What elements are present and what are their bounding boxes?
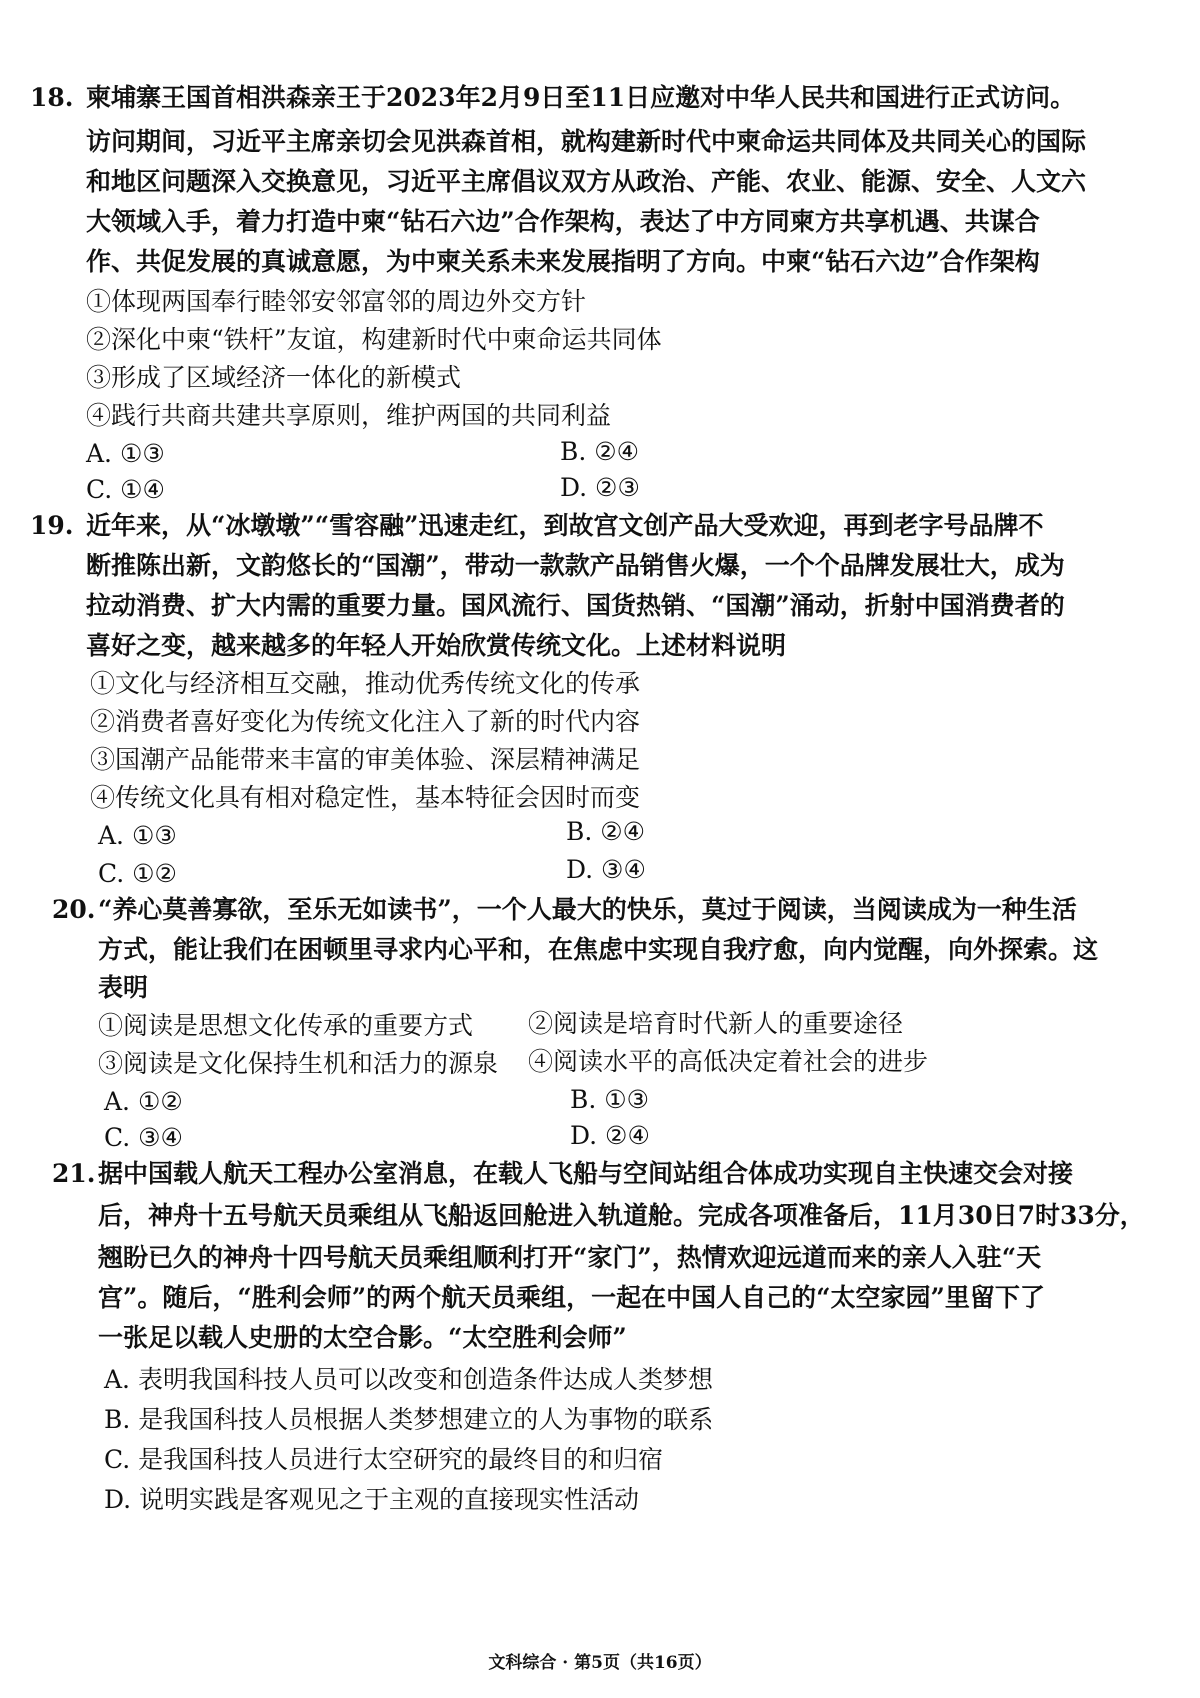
question-stem-line: 一张足以载人史册的太空合影。“太空胜利会师” xyxy=(98,1323,627,1352)
question-number: 19. xyxy=(30,511,74,540)
question-stem-line: “养心莫善寡欲，至乐无如读书”，一个人最大的快乐，莫过于阅读，当阅读成为一种生活 xyxy=(98,895,1077,924)
statement-item: ③国潮产品能带来丰富的审美体验、深层精神满足 xyxy=(90,745,641,774)
question-stem-line: 表明 xyxy=(98,973,149,1002)
statement-item: ②阅读是培育时代新人的重要途径 xyxy=(528,1009,904,1038)
option-d: D. 说明实践是客观见之于主观的直接现实性活动 xyxy=(104,1485,640,1514)
option-c: C. 是我国科技人员进行太空研究的最终目的和归宿 xyxy=(104,1445,664,1474)
statement-item: ①文化与经济相互交融，推动优秀传统文化的传承 xyxy=(90,669,641,698)
question-stem-line: 访问期间，习近平主席亲切会见洪森首相，就构建新时代中柬命运共同体及共同关心的国际 xyxy=(86,127,1087,156)
option-a: A. 表明我国科技人员可以改变和创造条件达成人类梦想 xyxy=(104,1365,713,1394)
option-b: B. 是我国科技人员根据人类梦想建立的人为事物的联系 xyxy=(104,1405,714,1434)
option-d: D. ③④ xyxy=(566,855,646,884)
statement-item: ①体现两国奉行睦邻安邻富邻的周边外交方针 xyxy=(86,287,587,316)
question-stem-line: 据中国载人航天工程办公室消息，在载人飞船与空间站组合体成功实现自主快速交会对接 xyxy=(98,1159,1074,1188)
option-a: A. ①② xyxy=(104,1087,183,1116)
page-footer: 文科综合 · 第5页（共16页） xyxy=(488,1653,712,1673)
question-stem-line: 断推陈出新，文韵悠长的“国潮”，带动一款款产品销售火爆，一个个品牌发展壮大，成为 xyxy=(86,551,1065,580)
statement-item: ④传统文化具有相对稳定性，基本特征会因时而变 xyxy=(90,783,641,812)
option-b: B. ②④ xyxy=(566,817,646,846)
question-number: 18. xyxy=(30,83,74,112)
option-c: C. ③④ xyxy=(104,1123,183,1152)
option-c: C. ①② xyxy=(98,859,177,888)
question-stem-line: 大领域入手，着力打造中柬“钻石六边”合作架构，表达了中方同柬方共享机遇、共谋合 xyxy=(86,207,1040,236)
question-stem-line: 方式，能让我们在困顿里寻求内心平和，在焦虑中实现自我疗愈，向内觉醒，向外探索。这 xyxy=(98,935,1099,964)
statement-item: ④阅读水平的高低决定着社会的进步 xyxy=(528,1047,929,1076)
option-d: D. ②③ xyxy=(560,473,640,502)
statement-item: ①阅读是思想文化传承的重要方式 xyxy=(98,1011,474,1040)
option-a: A. ①③ xyxy=(98,821,177,850)
question-number: 21. xyxy=(52,1159,96,1188)
statement-item: ②消费者喜好变化为传统文化注入了新的时代内容 xyxy=(90,707,641,736)
question-stem-line: 作、共促发展的真诚意愿，为中柬关系未来发展指明了方向。中柬“钻石六边”合作架构 xyxy=(86,247,1040,276)
option-d: D. ②④ xyxy=(570,1121,650,1150)
question-stem-line: 喜好之变，越来越多的年轻人开始欣赏传统文化。上述材料说明 xyxy=(86,631,787,660)
question-stem-line: 翘盼已久的神舟十四号航天员乘组顺利打开“家门”，热情欢迎远道而来的亲人入驻“天 xyxy=(98,1243,1042,1272)
statement-item: ②深化中柬“铁杆”友谊，构建新时代中柬命运共同体 xyxy=(86,325,662,354)
question-stem-line: 柬埔寨王国首相洪森亲王于2023年2月9日至11日应邀对中华人民共和国进行正式访问。 xyxy=(86,83,1076,112)
question-stem-line: 近年来，从“冰墩墩”“雪容融”迅速走红，到故宫文创产品大受欢迎，再到老字号品牌不 xyxy=(86,511,1044,540)
statement-item: ③形成了区域经济一体化的新模式 xyxy=(86,363,462,392)
question-stem-line: 拉动消费、扩大内需的重要力量。国风流行、国货热销、“国潮”涌动，折射中国消费者的 xyxy=(86,591,1065,620)
option-a: A. ①③ xyxy=(86,439,165,468)
option-b: B. ②④ xyxy=(560,437,640,466)
option-c: C. ①④ xyxy=(86,475,165,504)
question-stem-line: 后，神舟十五号航天员乘组从飞船返回舱进入轨道舱。完成各项准备后，11月30日7时33分， xyxy=(98,1201,1145,1230)
statement-item: ④践行共商共建共享原则，维护两国的共同利益 xyxy=(86,401,612,430)
question-stem-line: 和地区问题深入交换意见，习近平主席倡议双方从政治、产能、农业、能源、安全、人文六 xyxy=(86,167,1087,196)
question-number: 20. xyxy=(52,895,96,924)
option-b: B. ①③ xyxy=(570,1085,650,1114)
statement-item: ③阅读是文化保持生机和活力的源泉 xyxy=(98,1049,499,1078)
question-stem-line: 宫”。随后，“胜利会师”的两个航天员乘组，一起在中国人自己的“太空家园”里留下了 xyxy=(98,1283,1045,1312)
